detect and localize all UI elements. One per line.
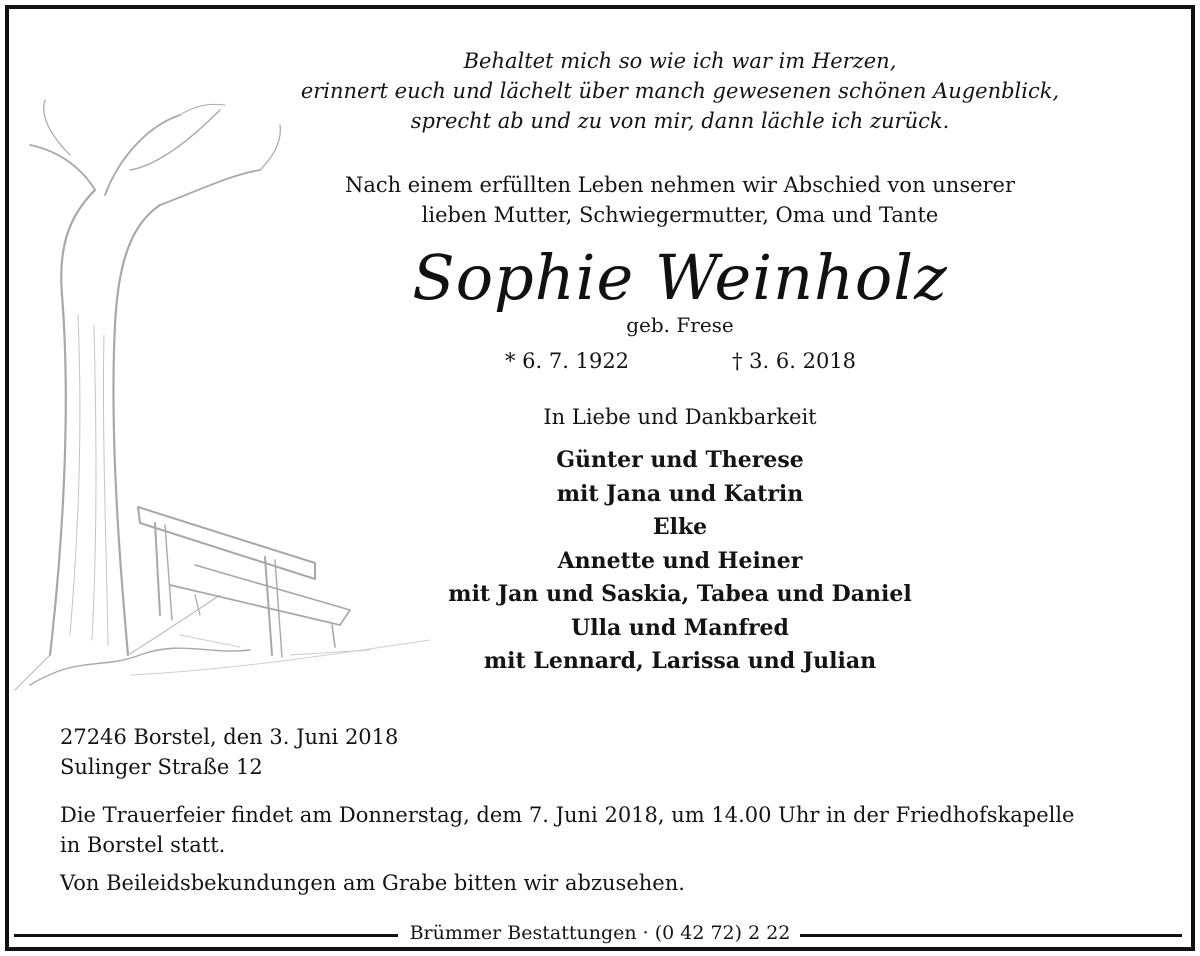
mourner-line: Annette und Heiner [557,547,803,574]
deceased-name: Sophie Weinholz [412,241,948,314]
condolence-note: Von Beileidsbekundungen am Grabe bitten wir abzusehen. [60,871,685,895]
poem-line: sprecht ab und zu von mir, dann lächle ich zurück. [410,109,950,133]
mourner-line: mit Jana und Katrin [556,480,804,507]
address-block [60,722,398,782]
footer-rule-right [800,934,1182,937]
street: Sulinger Straße 12 [60,755,263,779]
farewell-intro [200,170,1160,230]
mourner-line: Elke [652,514,708,540]
ceremony-line: in Borstel statt. [60,833,226,857]
mourner-line: Ulla und Manfred [571,614,789,641]
footer-rule-left [14,934,398,937]
poem-line: erinnert euch und lächelt über manch gewesenen schönen Augenblick, [300,79,1060,103]
maiden-name: geb. Frese [626,313,734,337]
death-date: † 3. 6. 2018 [732,349,857,373]
intro-line: Nach einem erfüllten Leben nehmen wir Abschied von unserer [344,173,1016,197]
mourner-line: mit Lennard, Larissa und Julian [483,648,877,674]
gratitude-line: In Liebe und Dankbarkeit [543,405,817,429]
mourner-line: Günter und Therese [556,447,804,473]
place-date: 27246 Borstel, den 3. Juni 2018 [60,725,399,749]
birth-date: * 6. 7. 1922 [505,349,630,373]
ceremony-info [60,800,1150,860]
mourner-line: mit Jan und Saskia, Tabea und Daniel [448,581,912,607]
poem [200,46,1160,136]
mourners-list [200,444,1160,679]
intro-line: lieben Mutter, Schwiegermutter, Oma und Tante [421,203,939,227]
ceremony-line: Die Trauerfeier findet am Donnerstag, dem 7. Juni 2018, um 14.00 Uhr in der Friedhofskapelle [60,803,1075,827]
funeral-home-footer: Brümmer Bestattungen · (0 42 72) 2 22 [400,920,800,946]
poem-line: Behaltet mich so wie ich war im Herzen, [463,49,897,73]
